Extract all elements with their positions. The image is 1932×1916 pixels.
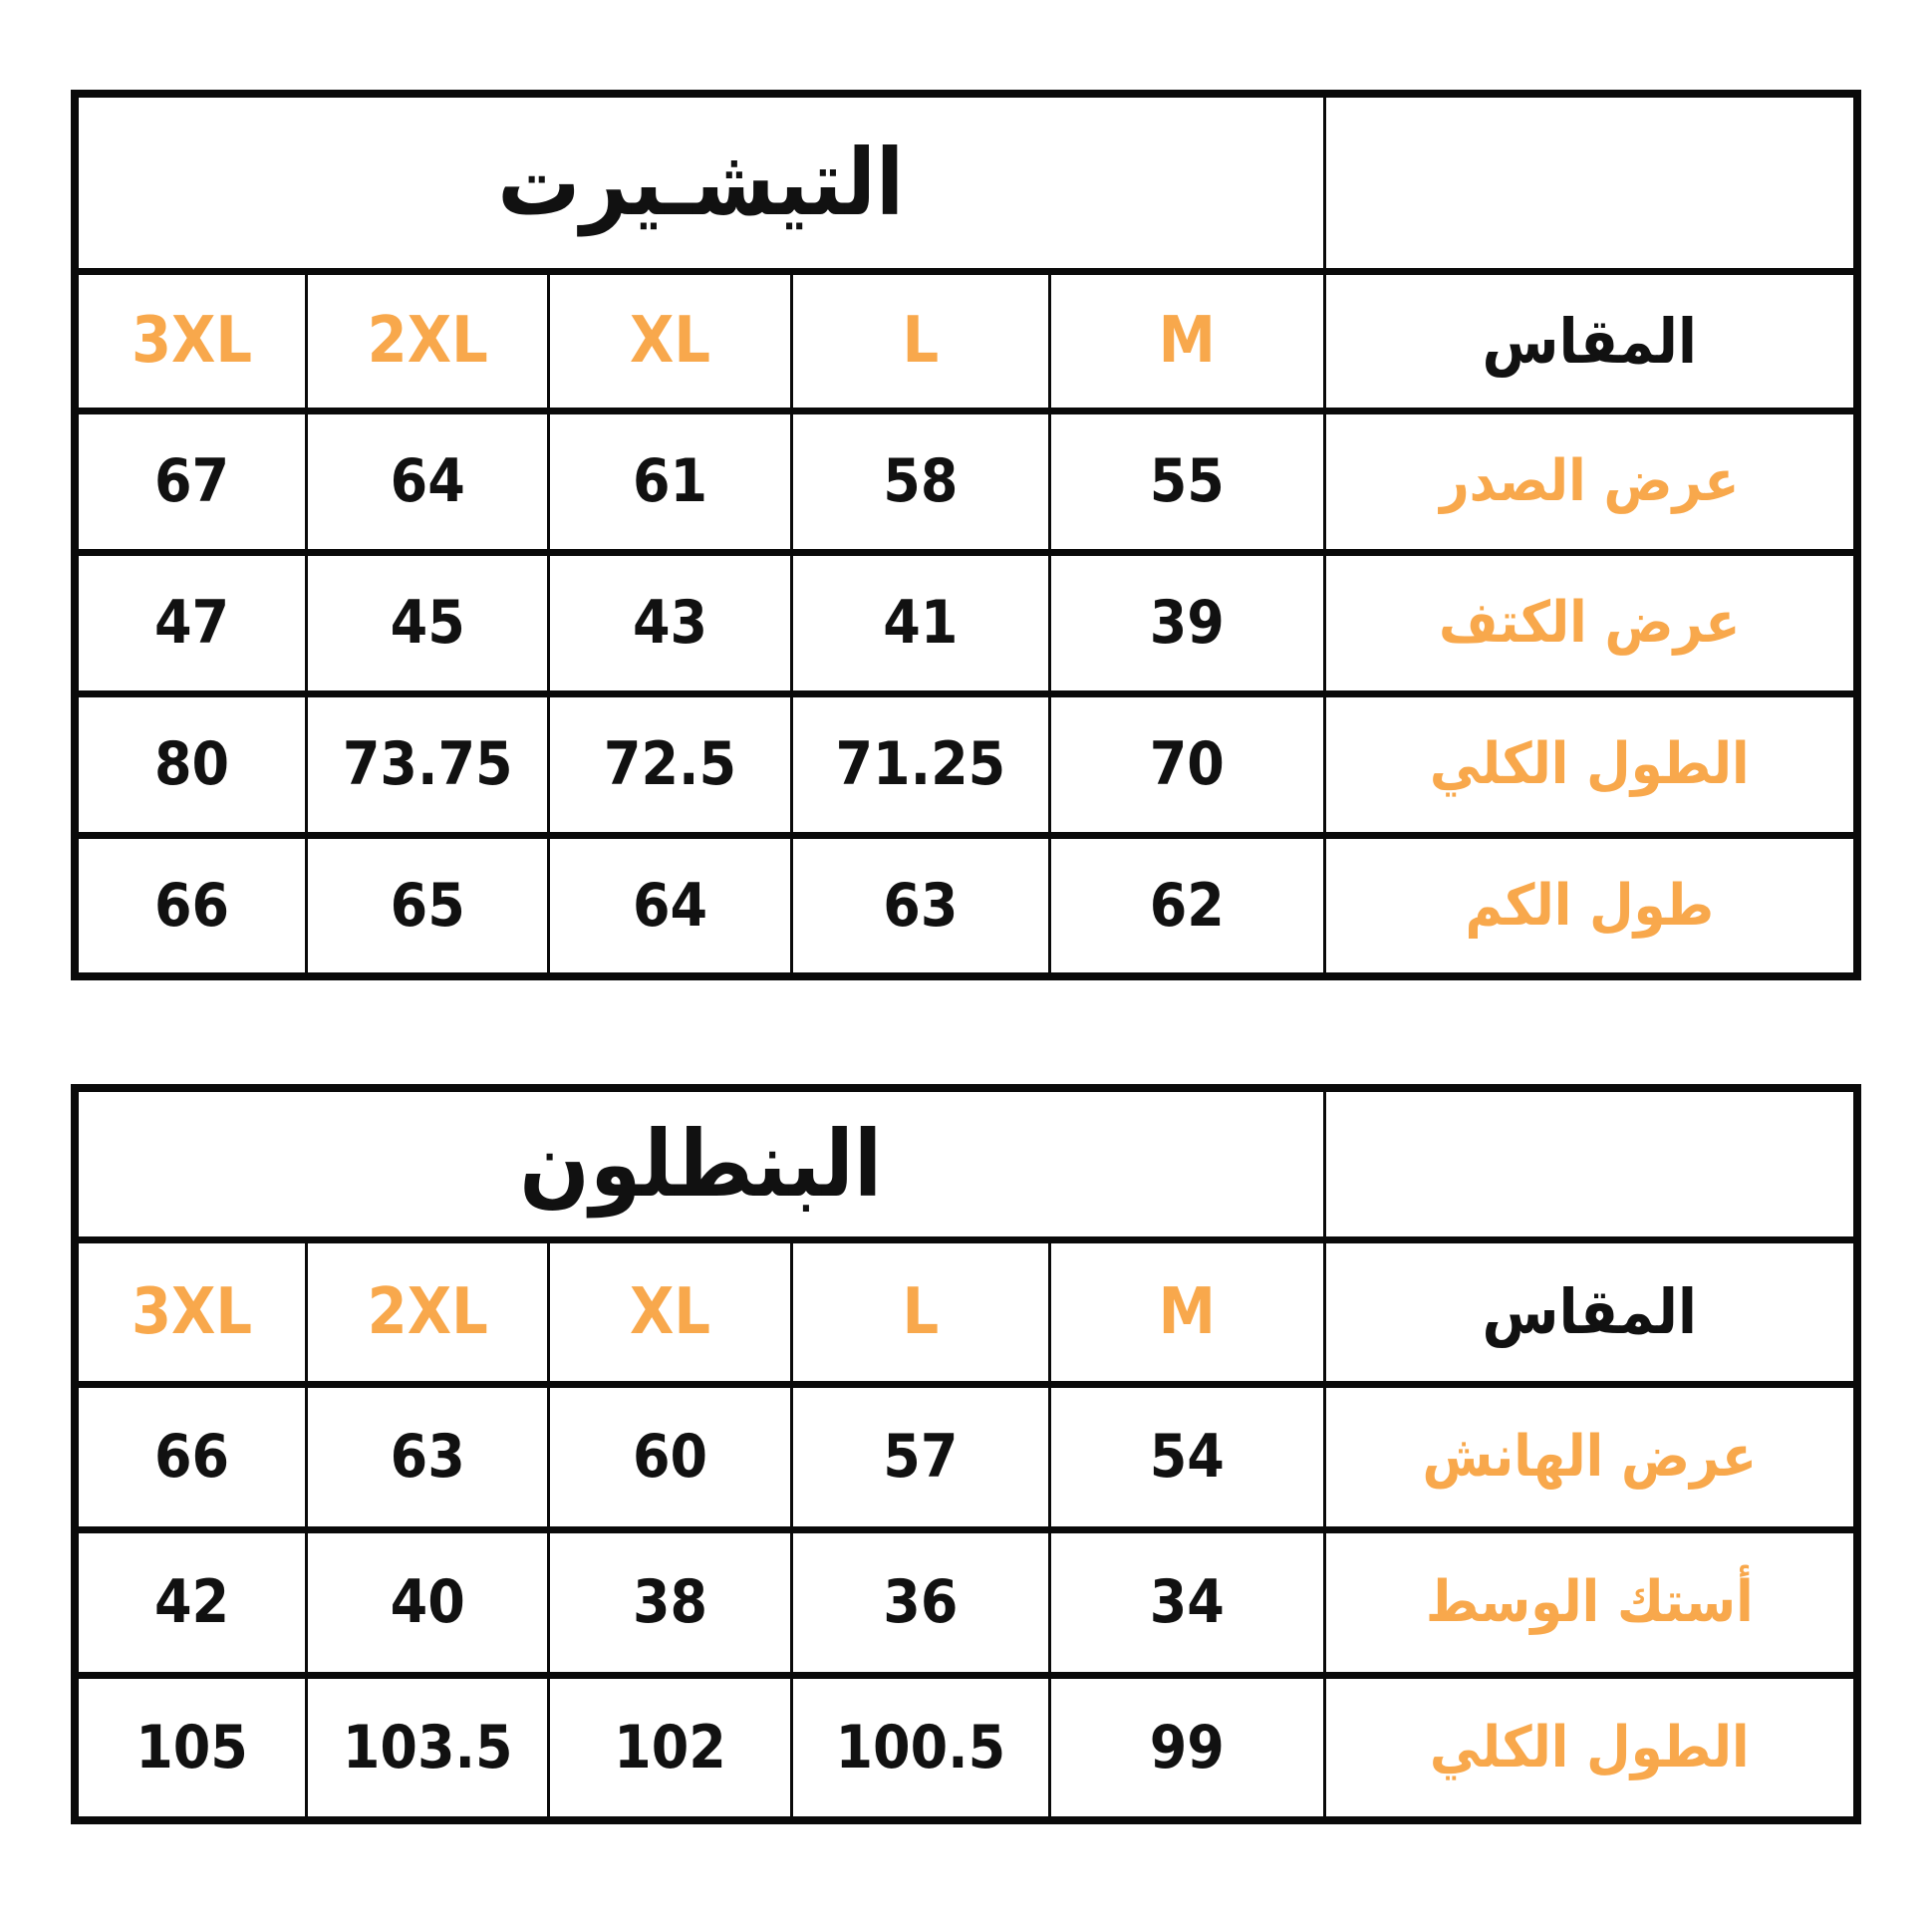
table-row <box>75 411 1857 552</box>
value-cell: 60 <box>549 1384 791 1529</box>
pants-table-title: البنطلون <box>75 1088 1324 1239</box>
row-label-total-length: الطول الكلي <box>1324 1675 1857 1820</box>
value-cell: 39 <box>1050 552 1325 693</box>
value-cell: 105 <box>75 1675 307 1820</box>
value-cell: 45 <box>307 552 549 693</box>
value-cell: 67 <box>75 411 307 552</box>
table-row <box>75 1675 1857 1820</box>
value-cell: 61 <box>549 411 791 552</box>
value-cell: 102 <box>549 1675 791 1820</box>
size-header-2xl: 2XL <box>307 1239 549 1384</box>
value-cell: 42 <box>75 1529 307 1675</box>
value-cell: 65 <box>307 835 549 976</box>
value-cell: 70 <box>1050 693 1325 835</box>
table-row <box>75 271 1857 411</box>
value-cell: 36 <box>791 1529 1049 1675</box>
table-row <box>75 1384 1857 1529</box>
row-label-sleeve-length: طول الكم <box>1324 835 1857 976</box>
value-cell: 63 <box>791 835 1049 976</box>
value-cell: 55 <box>1050 411 1325 552</box>
row-label-chest-width: عرض الصدر <box>1324 411 1857 552</box>
size-header-l: L <box>791 271 1049 411</box>
size-header-3xl: 3XL <box>75 1239 307 1384</box>
measure-column-header: المقاس <box>1324 271 1857 411</box>
table-row <box>75 94 1857 271</box>
size-header-3xl: 3XL <box>75 271 307 411</box>
table-row <box>75 1088 1857 1239</box>
tshirt-size-table <box>71 90 1861 980</box>
value-cell: 64 <box>307 411 549 552</box>
value-cell: 71.25 <box>791 693 1049 835</box>
table-row <box>75 693 1857 835</box>
value-cell: 43 <box>549 552 791 693</box>
value-cell: 47 <box>75 552 307 693</box>
row-label-waist-elastic: أستك الوسط <box>1324 1529 1857 1675</box>
value-cell: 73.75 <box>307 693 549 835</box>
row-label-shoulder-width: عرض الكتف <box>1324 552 1857 693</box>
value-cell: 80 <box>75 693 307 835</box>
value-cell: 41 <box>791 552 1049 693</box>
value-cell: 66 <box>75 835 307 976</box>
value-cell: 66 <box>75 1384 307 1529</box>
size-header-l: L <box>791 1239 1049 1384</box>
measure-column-header: المقاس <box>1324 1239 1857 1384</box>
table-row <box>75 1239 1857 1384</box>
title-empty-cell <box>1324 1088 1857 1239</box>
value-cell: 58 <box>791 411 1049 552</box>
value-cell: 34 <box>1050 1529 1325 1675</box>
size-header-2xl: 2XL <box>307 271 549 411</box>
tshirt-table-title: التيشـيرت <box>75 94 1324 271</box>
table-row <box>75 552 1857 693</box>
pants-size-table <box>71 1084 1861 1824</box>
table-row <box>75 1529 1857 1675</box>
size-header-m: M <box>1050 1239 1325 1384</box>
value-cell: 62 <box>1050 835 1325 976</box>
value-cell: 100.5 <box>791 1675 1049 1820</box>
value-cell: 54 <box>1050 1384 1325 1529</box>
title-empty-cell <box>1324 94 1857 271</box>
size-header-xl: XL <box>549 271 791 411</box>
size-header-xl: XL <box>549 1239 791 1384</box>
value-cell: 72.5 <box>549 693 791 835</box>
value-cell: 63 <box>307 1384 549 1529</box>
row-label-hip-width: عرض الهانش <box>1324 1384 1857 1529</box>
value-cell: 64 <box>549 835 791 976</box>
value-cell: 40 <box>307 1529 549 1675</box>
value-cell: 38 <box>549 1529 791 1675</box>
row-label-total-length: الطول الكلي <box>1324 693 1857 835</box>
value-cell: 57 <box>791 1384 1049 1529</box>
value-cell: 99 <box>1050 1675 1325 1820</box>
size-header-m: M <box>1050 271 1325 411</box>
table-row <box>75 835 1857 976</box>
value-cell: 103.5 <box>307 1675 549 1820</box>
